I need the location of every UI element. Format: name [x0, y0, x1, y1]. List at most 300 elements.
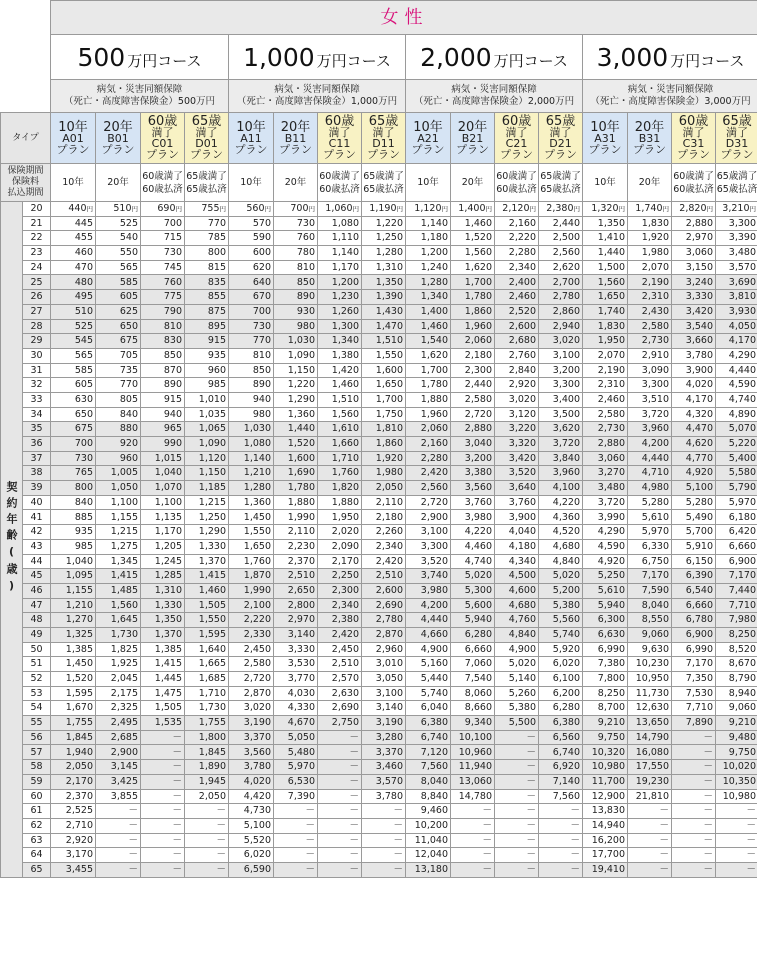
premium-value: 2,110 — [287, 526, 315, 538]
premium-value: 2,070 — [641, 261, 669, 273]
premium-cell — [716, 672, 757, 687]
premium-cell — [716, 319, 757, 334]
premium-value: 3,510 — [641, 394, 669, 406]
premium-value: 440 — [68, 203, 87, 215]
premium-value: 870 — [163, 364, 182, 376]
premium-value: 1,385 — [154, 643, 182, 655]
premium-value: 1,560 — [597, 276, 625, 288]
premium-value: 3,270 — [597, 467, 625, 479]
premium-value: 445 — [74, 217, 93, 229]
premium-cell — [229, 789, 274, 804]
premium-cell — [318, 466, 362, 481]
premium-cell — [96, 774, 141, 789]
premium-cell — [141, 730, 185, 745]
premium-cell — [51, 378, 96, 393]
premium-value: － — [349, 834, 359, 846]
premium-value: 980 — [252, 408, 271, 420]
premium-value: 7,350 — [685, 673, 713, 685]
premium-value: 7,560 — [552, 790, 580, 802]
premium-cell — [362, 260, 406, 275]
premium-value: 3,200 — [552, 364, 580, 376]
premium-value: 525 — [119, 217, 138, 229]
premium-cell — [672, 848, 716, 863]
premium-value: 1,040 — [154, 467, 182, 479]
premium-cell — [672, 701, 716, 716]
premium-value: 3,620 — [552, 423, 580, 435]
premium-cell — [628, 231, 672, 246]
premium-cell — [318, 481, 362, 496]
premium-cell — [185, 818, 229, 833]
premium-cell — [362, 275, 406, 290]
age-cell: 47 — [23, 598, 51, 613]
premium-cell — [716, 378, 757, 393]
premium-cell — [583, 833, 628, 848]
premium-value: 3,660 — [685, 335, 713, 347]
premium-value: 880 — [119, 423, 138, 435]
pay-period — [628, 164, 672, 202]
age-cell: 55 — [23, 716, 51, 731]
premium-cell — [406, 657, 451, 672]
age-cell: 41 — [23, 510, 51, 525]
premium-cell — [274, 246, 318, 261]
premium-value: 7,530 — [685, 687, 713, 699]
premium-cell — [716, 231, 757, 246]
premium-cell — [583, 334, 628, 349]
premium-value: 1,890 — [198, 761, 226, 773]
premium-value: 2,870 — [375, 629, 403, 641]
premium-cell — [628, 862, 672, 877]
age-cell: 25 — [23, 275, 51, 290]
premium-value: 3,760 — [464, 496, 492, 508]
pay-period — [495, 164, 539, 202]
premium-value: 2,120 — [502, 203, 530, 215]
premium-value: 4,340 — [508, 555, 536, 567]
pay-period — [274, 164, 318, 202]
pay-period-line2: 65歳払済 — [186, 183, 227, 195]
premium-cell — [451, 642, 495, 657]
premium-value: 4,920 — [597, 555, 625, 567]
premium-value: 1,460 — [198, 584, 226, 596]
premium-value: 1,210 — [243, 467, 271, 479]
premium-cell — [318, 525, 362, 540]
plan-type-C11 — [318, 113, 362, 164]
age-cell: 23 — [23, 246, 51, 261]
premium-row — [1, 627, 757, 642]
premium-value: 1,750 — [375, 408, 403, 420]
premium-cell — [51, 818, 96, 833]
premium-value: 875 — [207, 305, 226, 317]
premium-cell — [96, 290, 141, 305]
course-description — [51, 80, 229, 113]
premium-cell — [274, 642, 318, 657]
premium-value: 10,950 — [635, 673, 669, 685]
age-cell: 33 — [23, 392, 51, 407]
premium-cell — [451, 304, 495, 319]
premium-cell — [583, 642, 628, 657]
premium-value: 9,060 — [728, 702, 756, 714]
premium-value: 620 — [252, 261, 271, 273]
premium-cell — [628, 319, 672, 334]
premium-cell — [451, 539, 495, 554]
premium-value: 4,840 — [552, 555, 580, 567]
premium-value: － — [393, 819, 403, 831]
yen-unit: 円 — [86, 205, 93, 214]
premium-value: 625 — [119, 305, 138, 317]
premium-value: － — [526, 761, 536, 773]
premium-value: 2,160 — [420, 438, 448, 450]
premium-row — [1, 304, 757, 319]
premium-cell — [539, 260, 583, 275]
premium-cell — [672, 525, 716, 540]
premium-cell — [495, 833, 539, 848]
premium-value: － — [172, 849, 182, 861]
premium-value: 3,780 — [375, 790, 403, 802]
premium-value: 1,350 — [375, 276, 403, 288]
pay-period-line2: 60歳払済 — [496, 183, 537, 195]
premium-cell — [672, 319, 716, 334]
premium-cell — [539, 848, 583, 863]
premium-value: 525 — [74, 320, 93, 332]
premium-cell — [96, 730, 141, 745]
plan-suffix: プラン — [677, 148, 710, 161]
premium-value: 5,100 — [243, 819, 271, 831]
premium-row — [1, 760, 757, 775]
premium-value: 3,780 — [243, 761, 271, 773]
premium-value: 1,780 — [287, 482, 315, 494]
premium-value: 3,720 — [641, 408, 669, 420]
age-cell: 26 — [23, 290, 51, 305]
premium-value: － — [703, 746, 713, 758]
premium-cell — [406, 716, 451, 731]
period-label-line1: 保険期間 — [7, 166, 44, 176]
pay-period-line1: 20年 — [284, 177, 307, 188]
premium-value: 1,090 — [198, 438, 226, 450]
premium-value: 1,400 — [458, 203, 486, 215]
premium-cell — [451, 598, 495, 613]
premium-cell — [539, 481, 583, 496]
premium-cell — [274, 451, 318, 466]
premium-value: 6,560 — [552, 731, 580, 743]
pay-period-line1: 60歳満了 — [142, 170, 183, 182]
premium-value: 1,360 — [287, 408, 315, 420]
premium-value: 550 — [119, 247, 138, 259]
plan-years: 10年 — [58, 119, 88, 135]
premium-cell — [185, 202, 229, 217]
plan-code: D11 — [372, 137, 395, 150]
premium-cell — [628, 730, 672, 745]
premium-value: － — [526, 819, 536, 831]
yen-unit: 円 — [396, 205, 403, 214]
premium-value: － — [482, 805, 492, 817]
plan-suffix: プラン — [720, 148, 754, 161]
premium-value: 13,830 — [591, 805, 625, 817]
premium-value: 11,940 — [458, 761, 492, 773]
premium-value: 2,420 — [420, 467, 448, 479]
premium-cell — [451, 495, 495, 510]
premium-cell — [451, 701, 495, 716]
premium-value: 2,600 — [375, 584, 403, 596]
premium-value: 5,020 — [552, 570, 580, 582]
premium-cell — [451, 716, 495, 731]
premium-value: 2,050 — [198, 790, 226, 802]
premium-value: 6,920 — [552, 761, 580, 773]
age-cell: 38 — [23, 466, 51, 481]
premium-value: 1,620 — [464, 261, 492, 273]
premium-cell — [96, 848, 141, 863]
premium-value: 1,340 — [420, 291, 448, 303]
premium-value: 2,910 — [641, 349, 669, 361]
premium-value: 3,520 — [420, 555, 448, 567]
premium-value: 600 — [252, 247, 271, 259]
premium-value: － — [305, 819, 315, 831]
premium-value: 2,495 — [110, 717, 138, 729]
premium-value: 5,260 — [508, 687, 536, 699]
premium-cell — [362, 569, 406, 584]
premium-cell — [716, 481, 757, 496]
premium-value: 1,275 — [110, 540, 138, 552]
premium-cell — [539, 730, 583, 745]
premium-value: 630 — [74, 394, 93, 406]
premium-cell — [495, 613, 539, 628]
age-cell: 20 — [23, 202, 51, 217]
age-cell: 57 — [23, 745, 51, 760]
premium-value: 5,610 — [597, 584, 625, 596]
premium-cell — [672, 510, 716, 525]
premium-cell — [96, 627, 141, 642]
premium-cell — [628, 833, 672, 848]
premium-cell — [318, 231, 362, 246]
premium-cell — [185, 495, 229, 510]
plan-years: 20年 — [457, 119, 488, 135]
premium-cell — [318, 745, 362, 760]
premium-value: 2,750 — [331, 717, 359, 729]
premium-value: 1,120 — [414, 203, 442, 215]
premium-value: 17,550 — [635, 761, 669, 773]
premium-cell — [406, 231, 451, 246]
corner-blank — [1, 35, 51, 80]
premium-value: 890 — [252, 379, 271, 391]
premium-cell — [406, 437, 451, 452]
premium-value: － — [703, 849, 713, 861]
age-cell: 43 — [23, 539, 51, 554]
premium-value: 1,155 — [65, 584, 93, 596]
premium-cell — [318, 348, 362, 363]
premium-value: 2,690 — [375, 599, 403, 611]
premium-value: 10,350 — [722, 775, 756, 787]
premium-value: 5,220 — [728, 438, 756, 450]
premium-value: 3,540 — [685, 320, 713, 332]
premium-cell — [583, 672, 628, 687]
premium-value: 3,740 — [420, 570, 448, 582]
premium-row — [1, 730, 757, 745]
plan-years: 60歳 — [147, 114, 178, 129]
plan-suffix: プラン — [411, 142, 445, 156]
premium-cell — [628, 525, 672, 540]
premium-value: 5,440 — [420, 673, 448, 685]
premium-cell — [185, 363, 229, 378]
premium-cell — [318, 451, 362, 466]
premium-value: 2,630 — [331, 687, 359, 699]
premium-value: 1,015 — [154, 452, 182, 464]
premium-cell — [229, 730, 274, 745]
premium-cell — [628, 672, 672, 687]
premium-cell — [406, 760, 451, 775]
premium-cell — [318, 334, 362, 349]
premium-cell — [318, 583, 362, 598]
plan-type-B21 — [451, 113, 495, 164]
premium-cell — [96, 760, 141, 775]
premium-cell — [141, 745, 185, 760]
premium-cell — [583, 363, 628, 378]
premium-value: 4,710 — [641, 467, 669, 479]
premium-value: 2,370 — [287, 555, 315, 567]
premium-value: 2,970 — [287, 614, 315, 626]
premium-cell — [451, 657, 495, 672]
premium-value: 1,845 — [198, 746, 226, 758]
premium-cell — [51, 613, 96, 628]
premium-cell — [716, 657, 757, 672]
premium-value: 4,180 — [508, 540, 536, 552]
premium-value: 2,340 — [375, 540, 403, 552]
premium-cell — [141, 304, 185, 319]
premium-value: 4,460 — [464, 540, 492, 552]
premium-cell — [583, 686, 628, 701]
premium-value: 4,440 — [420, 614, 448, 626]
premium-cell — [96, 275, 141, 290]
premium-cell — [495, 246, 539, 261]
premium-cell — [716, 554, 757, 569]
premium-cell — [274, 334, 318, 349]
premium-value: 1,100 — [110, 496, 138, 508]
premium-row — [1, 672, 757, 687]
premium-cell — [51, 451, 96, 466]
age-cell: 35 — [23, 422, 51, 437]
premium-value: 3,980 — [420, 584, 448, 596]
premium-cell — [406, 730, 451, 745]
premium-cell — [716, 348, 757, 363]
pay-period — [539, 164, 583, 202]
premium-value: 6,180 — [728, 511, 756, 523]
premium-value: 1,830 — [597, 320, 625, 332]
premium-value: － — [172, 805, 182, 817]
premium-cell — [495, 275, 539, 290]
premium-value: 790 — [163, 305, 182, 317]
premium-value: 985 — [74, 540, 93, 552]
premium-value: － — [349, 864, 359, 876]
premium-value: － — [703, 834, 713, 846]
premium-cell — [451, 466, 495, 481]
premium-cell — [51, 466, 96, 481]
premium-cell — [274, 716, 318, 731]
premium-value: － — [172, 775, 182, 787]
plan-suffix: プラン — [323, 148, 356, 161]
premium-value: 1,230 — [331, 291, 359, 303]
premium-value: 2,370 — [65, 790, 93, 802]
premium-value: 4,440 — [641, 452, 669, 464]
yen-unit: 円 — [264, 205, 271, 214]
premium-cell — [672, 451, 716, 466]
premium-cell — [51, 598, 96, 613]
premium-cell — [495, 495, 539, 510]
premium-cell — [274, 495, 318, 510]
premium-value: － — [659, 819, 669, 831]
premium-value: 1,510 — [375, 335, 403, 347]
premium-cell — [362, 246, 406, 261]
premium-cell — [495, 510, 539, 525]
premium-value: 1,640 — [198, 643, 226, 655]
plan-years: 65歳 — [368, 114, 399, 129]
premium-cell — [672, 760, 716, 775]
premium-value: 565 — [74, 349, 93, 361]
premium-value: 2,440 — [552, 217, 580, 229]
premium-value: 2,580 — [597, 408, 625, 420]
premium-value: 3,170 — [65, 849, 93, 861]
age-cell: 45 — [23, 569, 51, 584]
premium-cell — [362, 466, 406, 481]
premium-cell — [716, 613, 757, 628]
premium-cell — [318, 319, 362, 334]
plan-type-C01 — [141, 113, 185, 164]
premium-cell — [406, 451, 451, 466]
premium-cell — [185, 642, 229, 657]
premium-cell — [362, 422, 406, 437]
premium-cell — [51, 774, 96, 789]
premium-cell — [141, 672, 185, 687]
premium-cell — [185, 716, 229, 731]
premium-cell — [539, 378, 583, 393]
premium-cell — [495, 760, 539, 775]
age-cell: 21 — [23, 216, 51, 231]
premium-value: 9,460 — [420, 805, 448, 817]
premium-cell — [229, 304, 274, 319]
premium-value: 2,060 — [420, 423, 448, 435]
premium-cell — [318, 774, 362, 789]
premium-value: 10,200 — [414, 819, 448, 831]
premium-cell — [495, 378, 539, 393]
premium-value: － — [128, 834, 138, 846]
premium-cell — [318, 613, 362, 628]
premium-value: 4,680 — [552, 540, 580, 552]
premium-value: 1,280 — [243, 482, 271, 494]
premium-value: 3,100 — [420, 526, 448, 538]
premium-cell — [141, 569, 185, 584]
premium-cell — [229, 672, 274, 687]
premium-cell — [229, 407, 274, 422]
premium-cell — [51, 392, 96, 407]
premium-value: 1,500 — [597, 261, 625, 273]
premium-cell — [229, 818, 274, 833]
premium-cell — [451, 554, 495, 569]
premium-value: 8,660 — [464, 702, 492, 714]
premium-value: 5,400 — [728, 452, 756, 464]
premium-value: 1,180 — [420, 232, 448, 244]
premium-value: 1,560 — [331, 408, 359, 420]
pay-period-line1: 60歳満了 — [673, 170, 714, 182]
premium-cell — [716, 422, 757, 437]
premium-value: 1,950 — [331, 511, 359, 523]
premium-cell — [628, 848, 672, 863]
premium-value: 4,520 — [552, 526, 580, 538]
premium-cell — [274, 363, 318, 378]
course-amount: 1,000 — [243, 42, 315, 72]
premium-cell — [318, 304, 362, 319]
premium-row — [1, 260, 757, 275]
premium-value: 2,400 — [508, 276, 536, 288]
course-desc-line1: 病気・災害同額保障 — [451, 84, 537, 95]
premium-value: － — [216, 819, 226, 831]
premium-cell — [229, 437, 274, 452]
premium-value: 930 — [296, 305, 315, 317]
